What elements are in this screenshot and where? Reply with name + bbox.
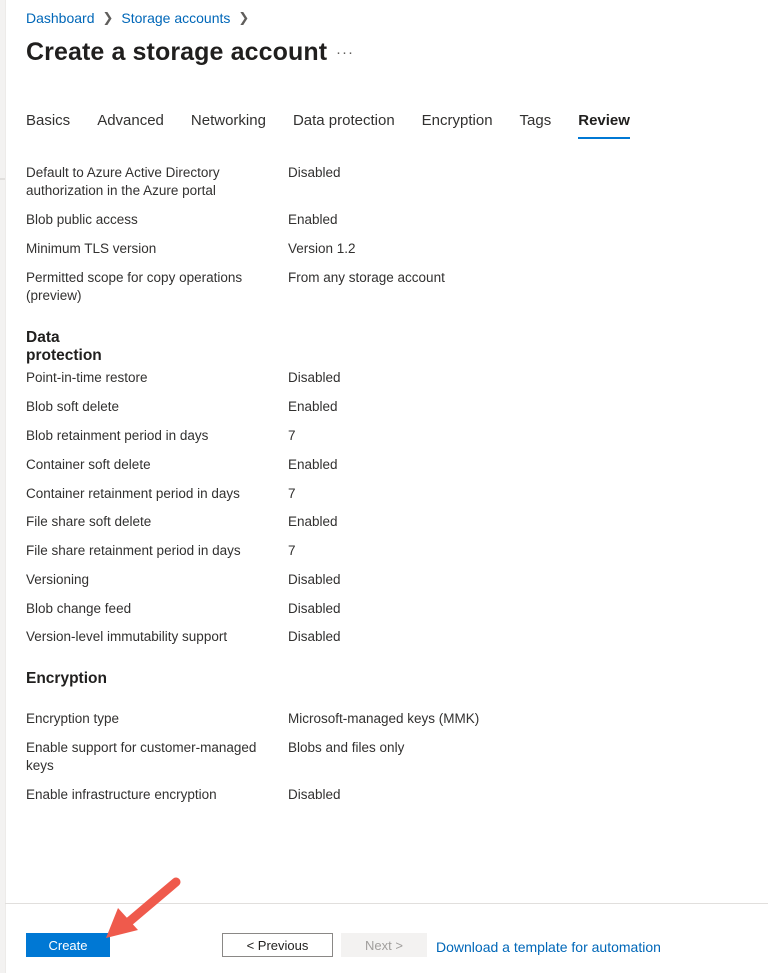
row-label: Permitted scope for copy operations (preview) [26, 270, 243, 303]
row-label: File share retainment period in days [26, 543, 241, 558]
next-button[interactable]: Next > [341, 933, 427, 957]
row-value: 7 [288, 486, 296, 501]
row-label: File share soft delete [26, 514, 152, 529]
create-button[interactable]: Create [26, 933, 110, 957]
chevron-right-icon: ❯ [102, 10, 114, 25]
section-heading-encryption: Encryption [26, 670, 107, 687]
download-template-link[interactable]: Download a template for automation [436, 939, 661, 955]
row-value: Microsoft-managed keys (MMK) [288, 711, 480, 726]
row-value: Enabled [288, 457, 338, 472]
row-value: Enabled [288, 399, 338, 414]
page-title: Create a storage account [26, 38, 328, 66]
tab-bar [26, 111, 657, 139]
annotation-arrow-icon [100, 874, 190, 944]
tab-data-protection[interactable]: Data protection [292, 112, 395, 129]
row-label: Version-level immutability support [26, 629, 228, 644]
edge-divider [0, 178, 5, 180]
row-value: Disabled [288, 601, 341, 616]
row-label: Blob retainment period in days [26, 428, 209, 443]
row-label: Enable infrastructure encryption [26, 787, 217, 802]
row-value: Version 1.2 [288, 241, 356, 256]
tab-basics[interactable]: Basics [26, 112, 71, 129]
tab-tags[interactable]: Tags [519, 112, 552, 129]
row-label: Blob soft delete [26, 399, 120, 414]
row-label: Container retainment period in days [26, 486, 240, 501]
row-label: Enable support for customer-managed keys [26, 740, 257, 773]
section-heading-data-protection: Data protection [26, 329, 102, 364]
row-value: Disabled [288, 370, 341, 385]
chevron-right-icon: ❯ [238, 10, 250, 25]
row-label: Encryption type [26, 711, 120, 726]
row-value: Blobs and files only [288, 740, 405, 755]
row-value: Disabled [288, 572, 341, 587]
row-label: Blob change feed [26, 601, 132, 616]
row-value: Disabled [288, 787, 341, 802]
row-label: Blob public access [26, 212, 138, 227]
tab-encryption[interactable]: Encryption [421, 112, 493, 129]
tab-advanced[interactable]: Advanced [97, 112, 164, 129]
row-value: 7 [288, 543, 296, 558]
breadcrumb-dashboard[interactable]: Dashboard [26, 10, 95, 26]
breadcrumb [26, 10, 257, 26]
tab-networking[interactable]: Networking [190, 112, 266, 129]
row-label: Point-in-time restore [26, 370, 148, 385]
row-value: 7 [288, 428, 296, 443]
row-label: Minimum TLS version [26, 241, 157, 256]
row-value: Enabled [288, 212, 338, 227]
breadcrumb-storage-accounts[interactable]: Storage accounts [121, 10, 231, 26]
tab-review[interactable]: Review [578, 111, 630, 139]
row-label: Versioning [26, 572, 90, 587]
row-value: From any storage account [288, 270, 445, 285]
previous-button[interactable]: < Previous [222, 933, 333, 957]
row-label: Container soft delete [26, 457, 151, 472]
more-options-icon[interactable]: ··· [336, 44, 354, 61]
row-value: Disabled [288, 165, 341, 180]
row-value: Disabled [288, 629, 341, 644]
row-value: Enabled [288, 514, 338, 529]
row-label: Default to Azure Active Directory authorization in the Azure portal [26, 165, 220, 198]
left-panel-edge [0, 0, 6, 973]
